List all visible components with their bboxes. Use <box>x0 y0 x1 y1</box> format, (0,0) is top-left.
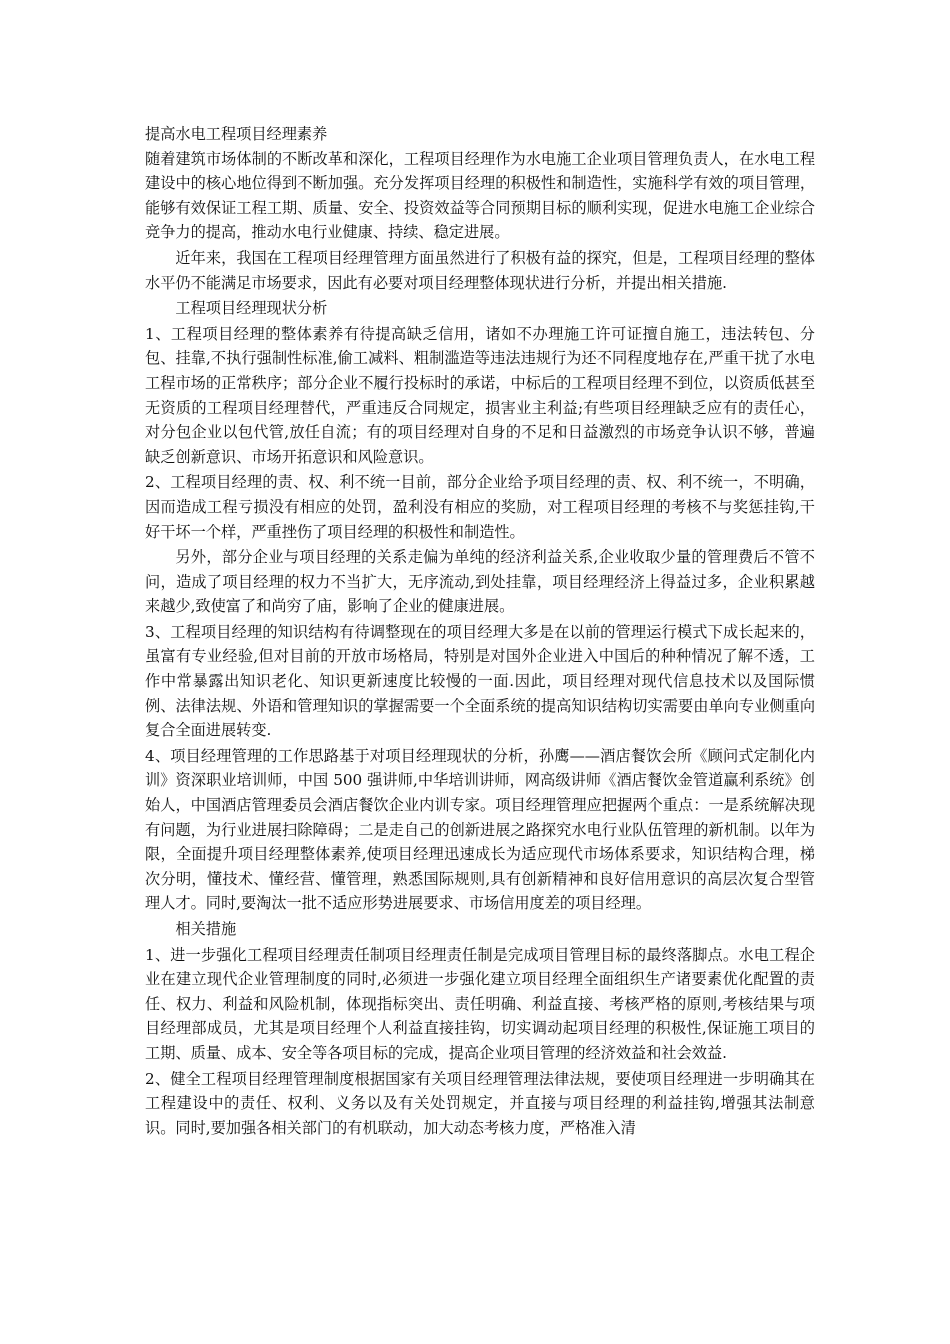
section-heading-measures: 相关措施 <box>175 920 237 938</box>
background-paragraph: 近年来，我国在工程项目经理管理方面虽然进行了积极有益的探究，但是，工程项目经理的整体水平仍不能满足市场要求，因此有必要对项目经理整体现状进行分析，并提出相关措施. <box>145 248 815 292</box>
document-title: 提高水电工程项目经理素养 <box>145 125 328 143</box>
status-item-4: 4、项目经理管理的工作思路基于对项目经理现状的分析，孙鹰——酒店餐饮会所《顾问式定制化内训》资深职业培训师，中国 500 强讲师,中华培训讲师，网高级讲师《酒店餐饮金管道赢利系统》创始人，中国酒店管理委员会酒店餐饮企业内训专家。项目经理管理应把握两个重点：一是系统解决现有问题，为行业进展扫除障碍；二是走自己的创新进展之路探究水电行业队伍管理的新机制。以年为限，全面提升项目经理整体素养,使项目经理迅速成长为适应现代市场体系要求，知识结构合理，梯次分明，懂技术、懂经营、懂管理，熟悉国际规则,具有创新精神和良好信用意识的高层次复合型管理人才。同时,要淘汰一批不适应形势进展要求、市场信用度差的项目经理。 <box>145 746 815 913</box>
document-page <box>145 122 815 1141</box>
status-item-2: 2、工程项目经理的责、权、利不统一目前，部分企业给予项目经理的责、权、利不统一，不明确，因而造成工程亏损没有相应的处罚，盈利没有相应的奖励，对工程项目经理的考核不与奖惩挂钩,干好干坏一个样，严重挫伤了项目经理的积极性和制造性。 <box>145 473 815 541</box>
status-item-3: 3、工程项目经理的知识结构有待调整现在的项目经理大多是在以前的管理运行模式下成长起来的，虽富有专业经验,但对目前的开放市场格局，特别是对国外企业进入中国后的种种情况了解不透，工作中常暴露出知识老化、知识更新速度比较慢的一面.因此，项目经理对现代信息技术以及国际惯例、法律法规、外语和管理知识的掌握需要一个全面系统的提高知识结构切实需要由单向专业侧重向复合全面进展转变. <box>145 622 815 740</box>
measure-item-1: 1、进一步强化工程项目经理责任制项目经理责任制是完成项目管理目标的最终落脚点。水电工程企业在建立现代企业管理制度的同时,必须进一步强化建立项目经理全面组织生产诸要素优化配置的责任、权力、利益和风险机制，体现指标突出、责任明确、利益直接、考核严格的原则,考核结果与项目经理部成员，尤其是项目经理个人利益直接挂钩，切实调动起项目经理的积极性,保证施工项目的工期、质量、成本、安全等各项目标的完成，提高企业项目管理的经济效益和社会效益. <box>145 945 815 1062</box>
status-item-1: 1、工程项目经理的整体素养有待提高缺乏信用，诸如不办理施工许可证擅自施工，违法转包、分包、挂靠,不执行强制性标准,偷工减料、粗制滥造等违法违规行为还不同程度地存在,严重干扰了水电工程市场的正常秩序；部分企业不履行投标时的承诺，中标后的工程项目经理不到位，以资质低甚至无资质的工程项目经理替代，严重违反合同规定，损害业主利益;有些项目经理缺乏应有的责任心，对分包企业以包代管,放任自流；有的项目经理对自身的不足和日益激烈的市场竞争认识不够，普遍缺乏创新意识、市场开拓意识和风险意识。 <box>145 324 815 466</box>
intro-paragraph: 随着建筑市场体制的不断改革和深化，工程项目经理作为水电施工企业项目管理负责人，在水电工程建设中的核心地位得到不断加强。充分发挥项目经理的积极性和制造性，实施科学有效的项目管理，能够有效保证工程工期、质量、安全、投资效益等合同预期目标的顺利实现，促进水电施工企业综合竞争力的提高，推动水电行业健康、持续、稳定进展。 <box>145 149 815 242</box>
section-heading-status: 工程项目经理现状分析 <box>175 299 328 318</box>
status-item-2-continued: 另外，部分企业与项目经理的关系走偏为单纯的经济利益关系,企业收取少量的管理费后不管不问，造成了项目经理的权力不当扩大，无序流动,到处挂靠，项目经理经济上得益过多，企业积累越来越少,致使富了和尚穷了庙，影响了企业的健康进展。 <box>145 548 815 616</box>
measure-item-2: 2、健全工程项目经理管理制度根据国家有关项目经理管理法律法规，要使项目经理进一步明确其在工程建设中的责任、权利、义务以及有关处罚规定，并直接与项目经理的利益挂钩,增强其法制意识。同时,要加强各相关部门的有机联动，加大动态考核力度，严格准入清 <box>145 1069 815 1137</box>
